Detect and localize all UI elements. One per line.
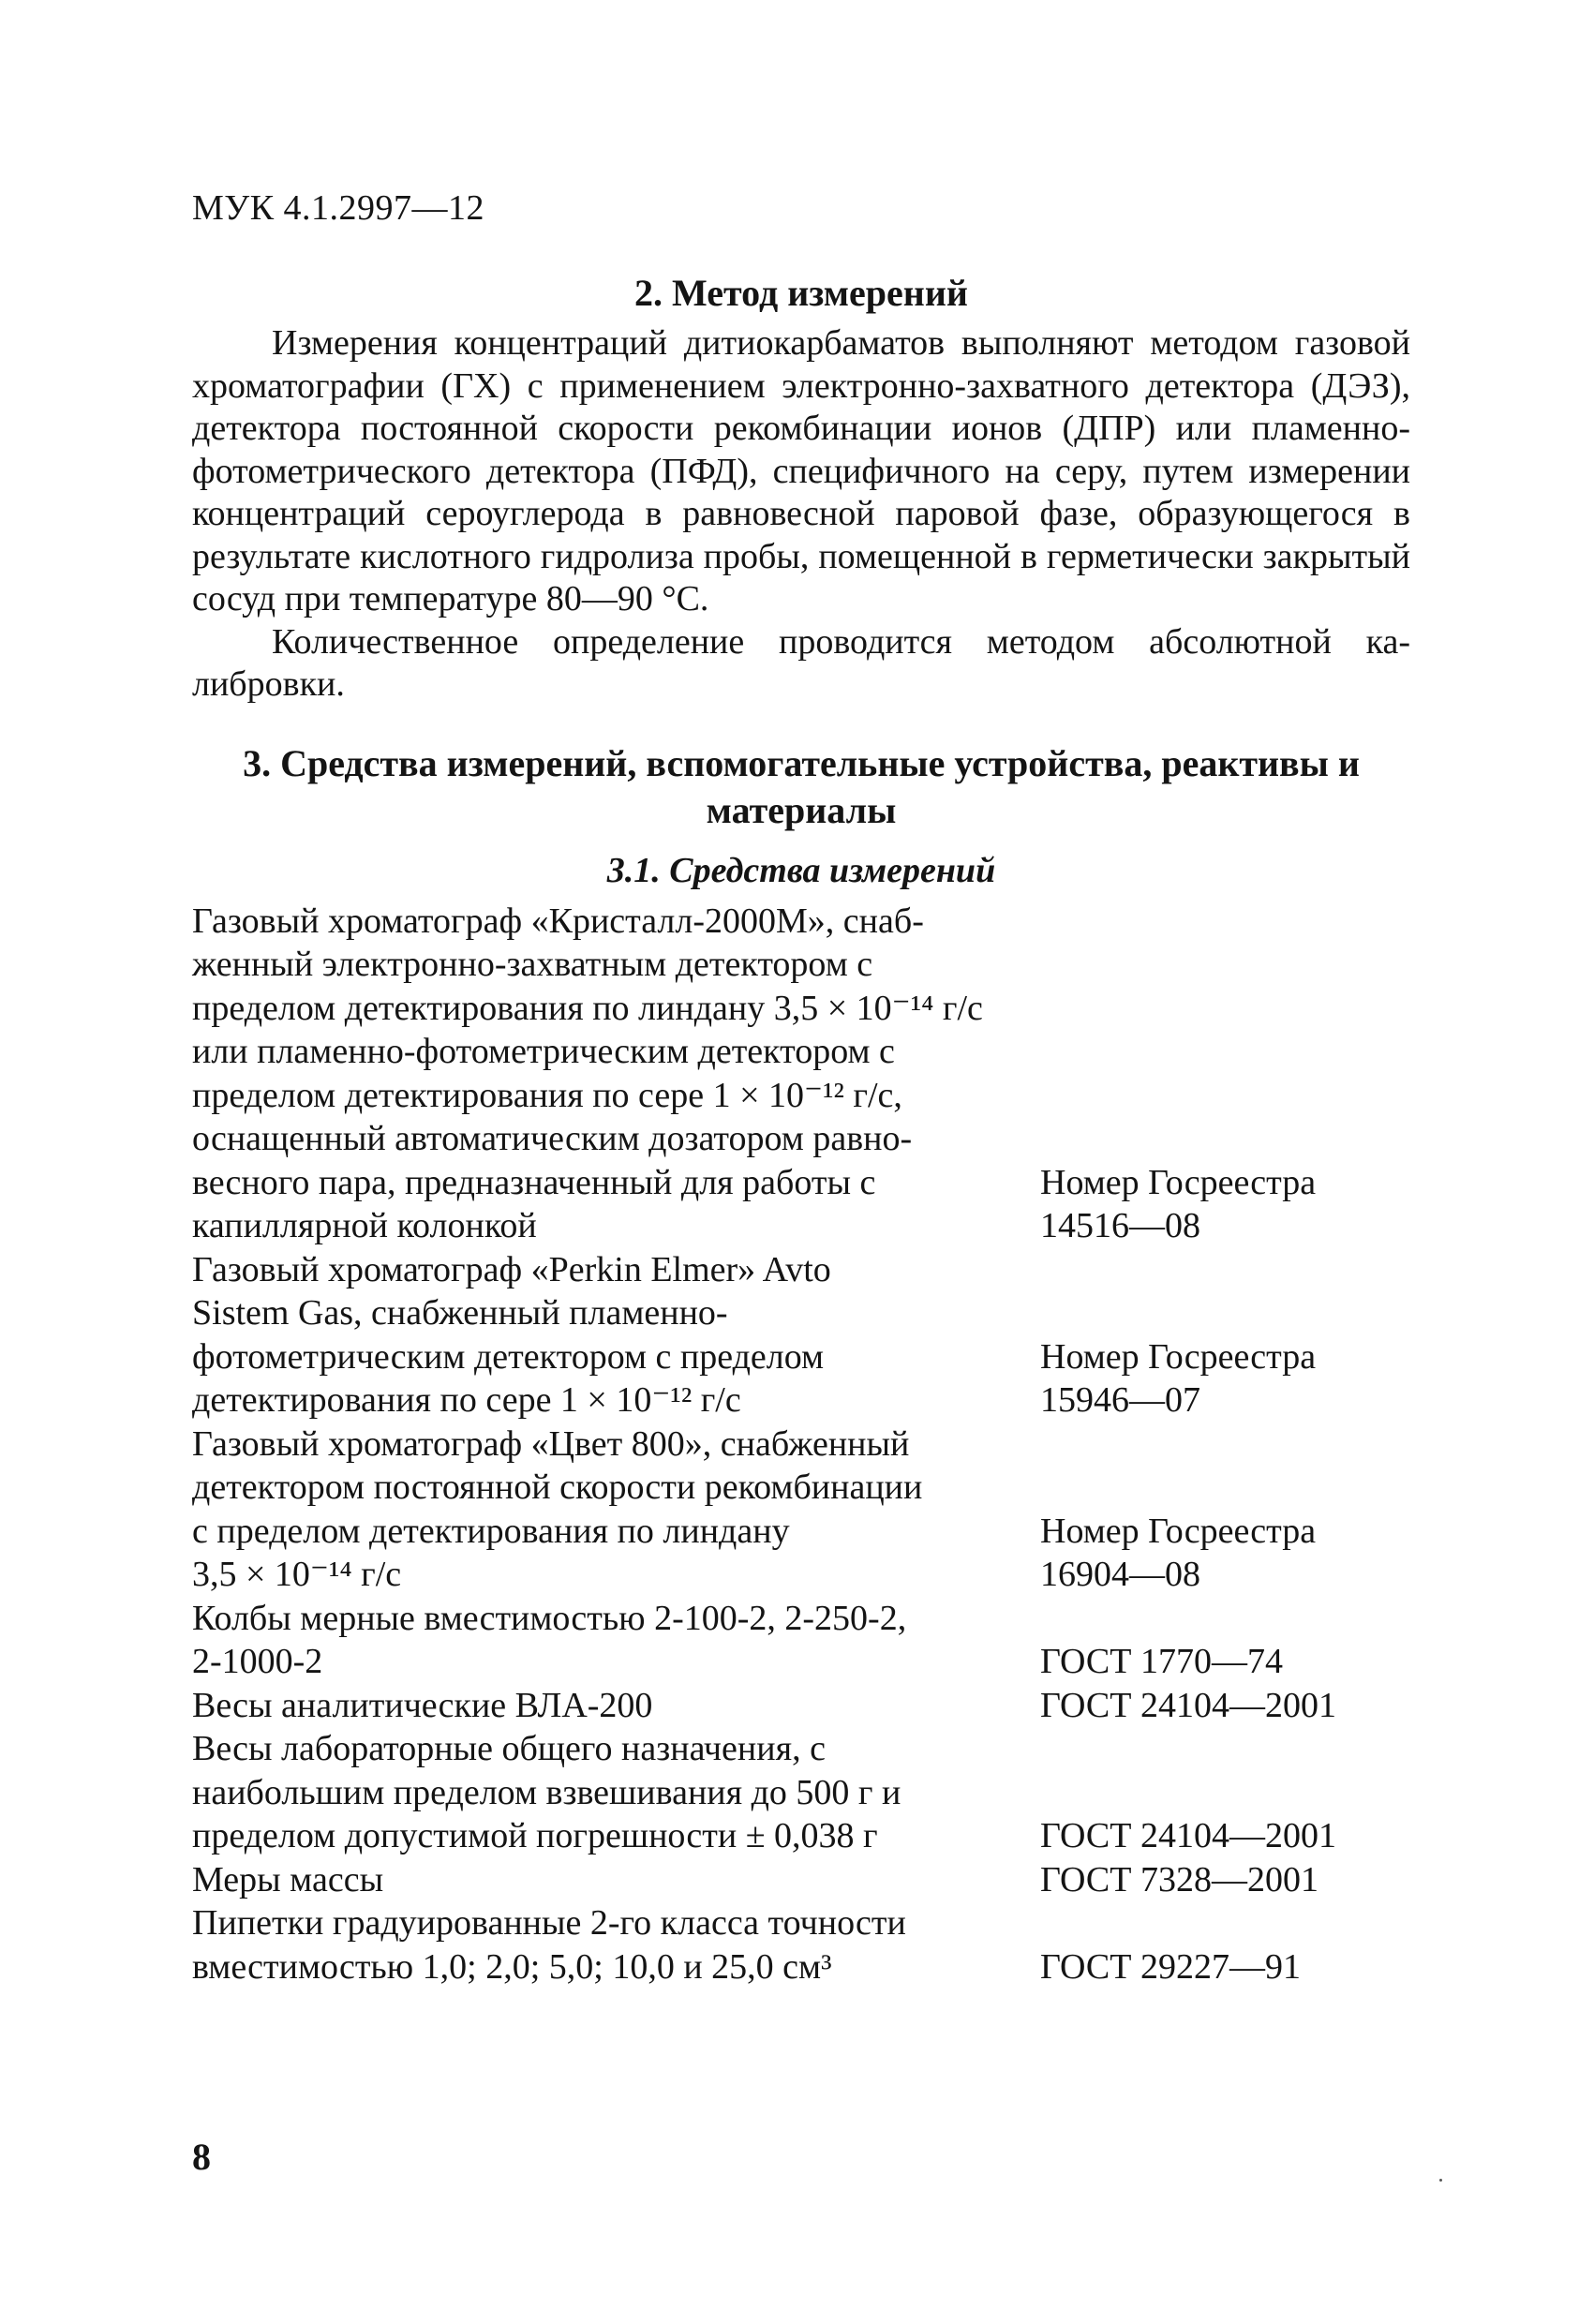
equipment-reference: Номер Госреестра: [1040, 1511, 1317, 1551]
equipment-line: [192, 1335, 1410, 1379]
equipment-description: наибольшим пределом взвешивания до 500 г и: [192, 1772, 901, 1812]
equipment-description: Газовый хроматограф «Perkin Elmer» Avto: [192, 1249, 831, 1289]
equipment-description: Весы лабораторные общего назначения, с: [192, 1729, 826, 1768]
equipment-line: [192, 1423, 1410, 1467]
equipment-reference: [1040, 1423, 1410, 1467]
equipment-reference: [1040, 1291, 1410, 1335]
equipment-reference: [1040, 1074, 1410, 1118]
equipment-line: [192, 987, 1410, 1031]
equipment-reference: ГОСТ 7328—2001: [1040, 1859, 1318, 1899]
equipment-reference: [1040, 943, 1410, 987]
equipment-reference: 14516—08: [1040, 1206, 1200, 1245]
equipment-description: пределом детектирования по линдану 3,5 × 10⁻¹⁴ г/с: [192, 988, 983, 1028]
page-number: 8: [192, 2136, 211, 2178]
scan-speck: [1439, 2179, 1442, 2182]
equipment-line: [192, 900, 1410, 944]
equipment-line: [192, 1074, 1410, 1118]
equipment-reference: Номер Госреестра: [1040, 1336, 1317, 1377]
equipment-line: [192, 1248, 1410, 1292]
equipment-table: [192, 900, 1410, 1989]
equipment-line: [192, 1640, 1410, 1684]
equipment-reference: [1040, 1117, 1410, 1161]
equipment-description: пределом детектирования по сере 1 × 10⁻¹² г/с,: [192, 1075, 902, 1115]
equipment-line: [192, 1510, 1410, 1554]
equipment-description: Меры массы: [192, 1859, 384, 1899]
equipment-reference: Номер Госреестра: [1040, 1162, 1317, 1202]
equipment-reference: [1040, 1248, 1410, 1292]
equipment-line: [192, 1553, 1410, 1597]
equipment-description: Sistem Gas, снабженный пламенно-: [192, 1293, 728, 1333]
equipment-line: [192, 1771, 1410, 1815]
subsection-3-1-title: 3.1. Средства измерений: [606, 850, 996, 890]
equipment-reference: ГОСТ 1770—74: [1040, 1642, 1283, 1681]
equipment-line: [192, 1204, 1410, 1248]
equipment-table-body: [192, 900, 1410, 1989]
equipment-line: [192, 1291, 1410, 1335]
equipment-reference: 15946—07: [1040, 1380, 1200, 1420]
section-2-paragraph-2: Количественное определение проводится методом абсолютной калибровки.: [192, 621, 1410, 704]
equipment-reference: [1040, 900, 1410, 944]
equipment-line: [192, 1161, 1410, 1205]
equipment-line: [192, 1117, 1410, 1161]
equipment-line: [192, 1945, 1410, 1989]
equipment-reference: [1040, 1030, 1410, 1074]
equipment-description: детектирования по сере 1 × 10⁻¹² г/с: [192, 1380, 741, 1420]
equipment-description: Пипетки градуированные 2-го класса точности: [192, 1903, 906, 1943]
equipment-description: Весы аналитические ВЛА-200: [192, 1685, 653, 1725]
equipment-reference: [1040, 1901, 1410, 1945]
equipment-reference: ГОСТ 29227—91: [1040, 1946, 1301, 1987]
equipment-line: [192, 1466, 1410, 1510]
equipment-reference: 16904—08: [1040, 1555, 1200, 1594]
equipment-description: Газовый хроматограф «Цвет 800», снабженный: [192, 1423, 910, 1464]
equipment-line: [192, 1378, 1410, 1423]
equipment-reference: [1040, 1597, 1410, 1641]
equipment-line: [192, 943, 1410, 987]
equipment-description: фотометрическим детектором с пределом: [192, 1336, 825, 1377]
equipment-description: 3,5 × 10⁻¹⁴ г/с: [192, 1555, 402, 1594]
equipment-description: весного пара, предназначенный для работы с: [192, 1162, 876, 1202]
equipment-description: 2-1000-2: [192, 1642, 323, 1681]
equipment-description: капиллярной колонкой: [192, 1206, 537, 1245]
equipment-line: [192, 1814, 1410, 1858]
section-3-title: 3. Средства измерений, вспомогательные устройства, реактивы и материалы: [243, 741, 1360, 831]
equipment-line: [192, 1858, 1410, 1902]
equipment-reference: [1040, 1727, 1410, 1771]
equipment-description: Газовый хроматограф «Кристалл-2000М», снаб-: [192, 901, 924, 941]
equipment-description: или пламенно-фотометрическим детектором с: [192, 1032, 895, 1071]
equipment-description: пределом допустимой погрешности ± 0,038 г: [192, 1816, 878, 1855]
equipment-description: с пределом детектирования по линдану: [192, 1511, 790, 1551]
equipment-line: [192, 1684, 1410, 1728]
document-code: МУК 4.1.2997—12: [192, 188, 485, 228]
equipment-line: [192, 1030, 1410, 1074]
page-content: [192, 270, 1410, 1989]
equipment-description: Колбы мерные вместимостью 2-100-2, 2-250-2,: [192, 1598, 907, 1638]
equipment-line: [192, 1727, 1410, 1771]
equipment-reference: [1040, 987, 1410, 1031]
equipment-line: [192, 1597, 1410, 1641]
equipment-description: оснащенный автоматическим дозатором равно-: [192, 1119, 913, 1158]
equipment-line: [192, 1901, 1410, 1945]
equipment-reference: [1040, 1771, 1410, 1815]
equipment-description: вместимостью 1,0; 2,0; 5,0; 10,0 и 25,0 см³: [192, 1946, 832, 1987]
equipment-description: женный электронно-захватным детектором с: [192, 945, 873, 984]
equipment-reference: ГОСТ 24104—2001: [1040, 1816, 1336, 1855]
equipment-reference: ГОСТ 24104—2001: [1040, 1685, 1336, 1725]
section-2-title: 2. Метод измерений: [634, 272, 968, 314]
equipment-reference: [1040, 1466, 1410, 1510]
equipment-description: детектором постоянной скорости рекомбинации: [192, 1467, 923, 1507]
section-2-paragraph-1: Измерения концентраций дитиокарбаматов выполняют методом газовой хроматографии (ГХ) с применением электронно-захватного детектора (ДЭЗ), детектора постоянной скорости рекомбинации ионов (ДПР) или пламенно-фотометрического детектора (ПФД), специфичного на серу, путем измерении концентраций сероуглерода в равновесной паровой фазе, образующегося в результате кислотного гидролиза пробы, помещенной в герметически закрытый сосуд при температуре 80—90 °C.: [192, 323, 1410, 618]
